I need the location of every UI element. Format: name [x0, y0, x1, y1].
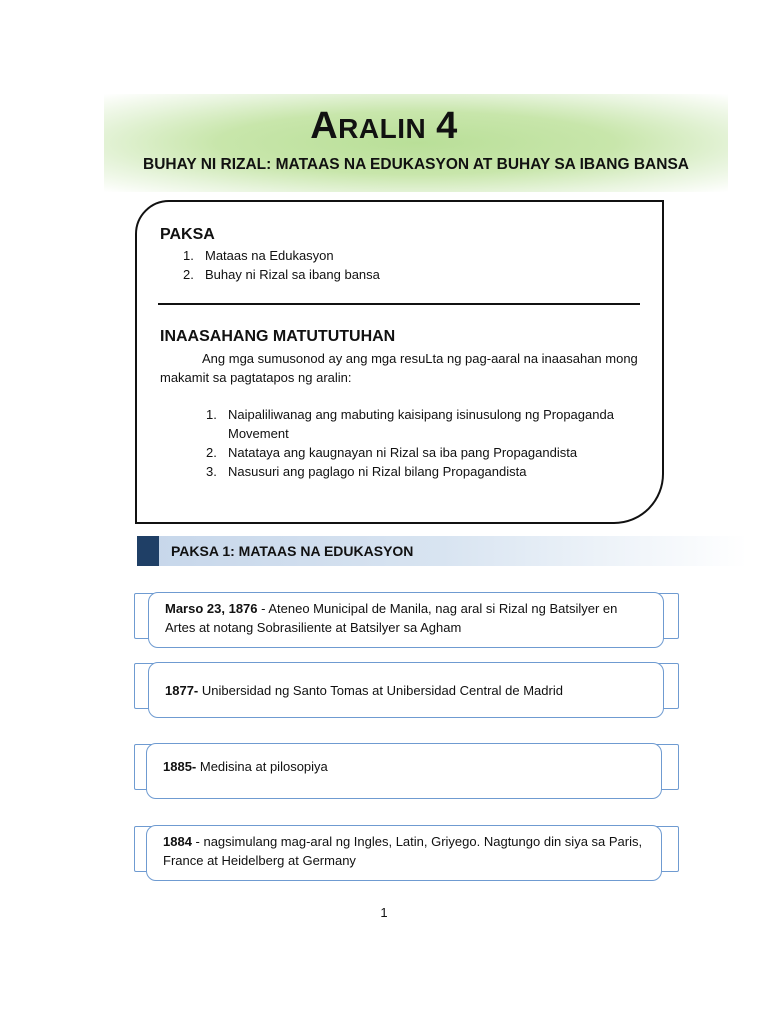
timeline-text: - Ateneo Municipal de Manila, nag aral si Rizal ng Batsilyer en Artes at notang Sobrasiliente at Batsilyer sa Agham	[165, 601, 618, 635]
timeline-card	[148, 592, 664, 648]
list-number: 2.	[183, 267, 194, 282]
list-number: 1.	[206, 407, 217, 422]
timeline-text: Unibersidad ng Santo Tomas at Unibersidad Central de Madrid	[198, 683, 563, 698]
lesson-number: 4	[436, 105, 458, 147]
lesson-title-initial: A	[310, 105, 339, 147]
timeline-card	[148, 662, 664, 718]
list-number: 3.	[206, 464, 217, 479]
timeline-date: 1884	[163, 834, 192, 849]
list-number: 2.	[206, 445, 217, 460]
timeline-text: Medisina at pilosopiya	[196, 759, 328, 774]
objectives-list	[206, 405, 643, 481]
list-item	[206, 443, 643, 462]
list-item	[183, 246, 380, 265]
section-header-bar	[137, 536, 747, 566]
timeline-date: Marso 23, 1876	[165, 601, 258, 616]
lesson-title	[0, 105, 768, 148]
list-item-text: Movement	[228, 426, 289, 441]
lesson-title-word: RALIN	[338, 113, 427, 144]
timeline-date: 1877-	[165, 683, 199, 698]
timeline-card	[146, 743, 662, 799]
list-item-text: Nasusuri ang paglago ni Rizal bilang Propagandista	[228, 464, 527, 479]
list-item	[206, 405, 643, 443]
list-item	[206, 462, 643, 481]
list-item-text: Naipaliliwanag ang mabuting kaisipang isinusulong ng Propaganda	[228, 407, 614, 422]
topics-list	[183, 246, 380, 284]
section-title: PAKSA 1: MATAAS NA EDUKASYON	[171, 543, 414, 559]
timeline-date: 1885-	[163, 759, 197, 774]
list-item-text: Mataas na Edukasyon	[205, 248, 334, 263]
list-item	[183, 265, 380, 284]
objectives-heading: INAASAHANG MATUTUTUHAN	[160, 328, 396, 345]
divider	[158, 303, 640, 305]
lesson-subtitle: BUHAY NI RIZAL: MATAAS NA EDUKASYON AT BUHAY SA IBANG BANSA	[143, 156, 689, 173]
topics-heading: PAKSA	[160, 226, 215, 243]
objectives-intro: Ang mga sumusonod ay ang mga resuLta ng pag-aaral na inaasahan mong makamit sa pagtatapos ng aralin:	[160, 351, 638, 385]
list-item-text: Buhay ni Rizal sa ibang bansa	[205, 267, 380, 282]
page-number: 1	[380, 905, 388, 920]
list-number: 1.	[183, 248, 194, 263]
timeline-text: - nagsimulang mag-aral ng Ingles, Latin, Griyego. Nagtungo din siya sa Paris, France at Heidelberg at Germany	[163, 834, 643, 868]
timeline-card	[146, 825, 662, 881]
section-accent	[137, 536, 159, 566]
list-item-text: Natataya ang kaugnayan ni Rizal sa iba pang Propagandista	[228, 445, 578, 460]
